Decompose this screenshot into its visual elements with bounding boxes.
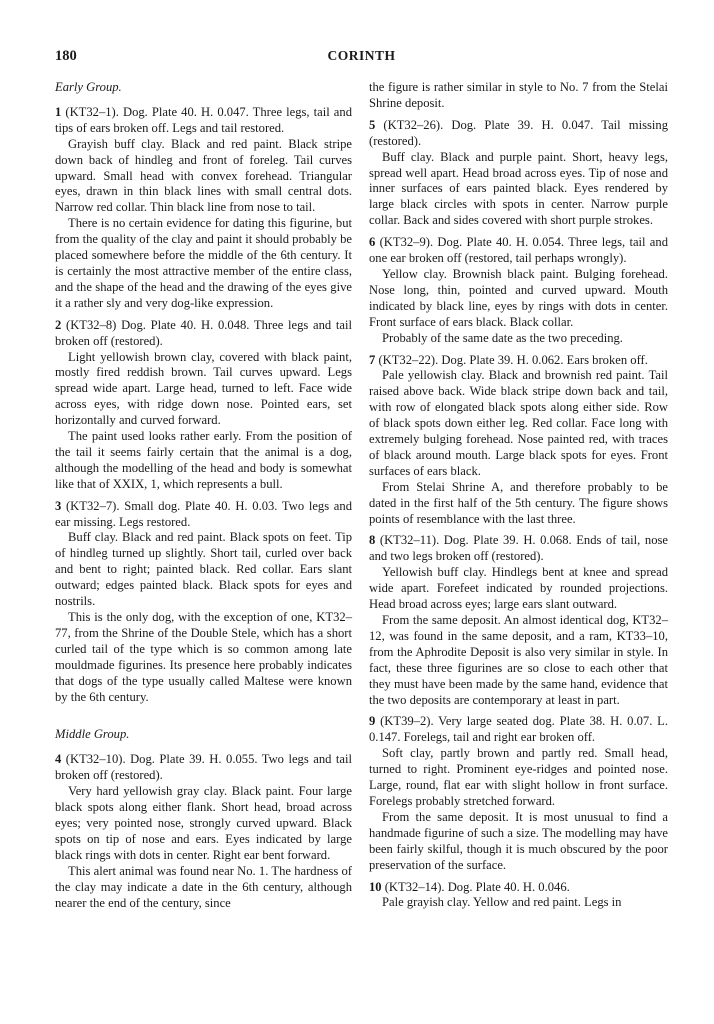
page-header: [55, 48, 668, 68]
entry-heading-text: (KT32–11). Dog. Plate 39. H. 0.068. Ends of tail, nose and two legs broken off (restored).: [369, 533, 668, 564]
entry-number: 4: [55, 752, 62, 767]
entry-8-description: Yellowish buff clay. Hindlegs bent at knee and spread wide apart. Forefeet indicated by rounded projections. Head broad across eyes; large ears slant outward.: [369, 565, 668, 612]
entry-1-heading: [55, 105, 352, 137]
entry-2-commentary: The paint used looks rather early. From the position of the tail it seems fairly certain that the animal is a dog, although the modelling of the head and body is somewhat like that of XXIX, 1, which represents a bull.: [55, 429, 352, 491]
left-column: [55, 80, 352, 911]
entry-10-description: Pale grayish clay. Yellow and red paint. Legs in: [382, 895, 622, 910]
entry-7-description: Pale yellowish clay. Black and brownish red paint. Tail raised above back. Wide black stripe down back and tail, with row of elongated black spots along either side. Row of black spots down either leg. Red collar. Face long with extremely bulging forehead. Nose painted red, with traces of black around mouth. Large black spots for eyes. Front surfaces of ears black.: [369, 368, 668, 478]
entry-heading-text: (KT32–7). Small dog. Plate 40. H. 0.03. Two legs and ear missing. Legs restored.: [55, 498, 352, 529]
entry-number: 2: [55, 317, 62, 332]
entry-heading-text: (KT32–26). Dog. Plate 39. H. 0.047. Tail missing (restored).: [369, 117, 668, 148]
entry-heading-text: (KT32–14). Dog. Plate 40. H. 0.046.: [381, 879, 570, 894]
page-number: 180: [55, 48, 77, 64]
entry-6-commentary: Probably of the same date as the two preceding.: [382, 330, 623, 345]
entry-heading-text: (KT32–8) Dog. Plate 40. H. 0.048. Three legs and tail broken off (restored).: [55, 317, 352, 348]
entry-heading-text: (KT39–2). Very large seated dog. Plate 38. H. 0.07. L. 0.147. Forelegs, tail and right ear broken off.: [369, 714, 668, 745]
entry-2-description: Light yellowish brown clay, covered with black paint, mostly fired reddish brown. Tail curves upward. Legs spread wide apart. Large head, turned to left. Face wide across eyes, with ridge down nose. Pointed ears, set horizontally and curved forward.: [55, 349, 352, 428]
entry-number: 7: [369, 352, 376, 367]
entry-5-description: Buff clay. Black and purple paint. Short, heavy legs, spread well apart. Head broad across eyes. Tip of nose and inner surfaces of ears painted black. Eyes rendered by large black circles with spots in center. Narrow purple collar. Back and sides covered with short purple strokes.: [369, 149, 668, 228]
entry-2-heading: [55, 318, 352, 350]
continued-text: the figure is rather similar in style to No. 7 from the Stelai Shrine deposit.: [369, 80, 668, 110]
section-heading-early-group: Early Group.: [55, 80, 122, 94]
entry-1-description: Grayish buff clay. Black and red paint. Black stripe down back of hindleg and front of foreleg. Tail curves upward. Small head with convex forehead. Triangular eyes, drawn in thin black lines with small central dots. Narrow red collar. Thin black line from nose to tail.: [55, 136, 352, 215]
entry-8-heading: [369, 533, 668, 565]
right-column: [369, 80, 668, 911]
entry-4-commentary: This alert animal was found near No. 1. The hardness of the clay may indicate a date in the 6th century, although nearer the end of the century, since: [55, 863, 352, 910]
entry-10-heading: [369, 880, 668, 896]
section-heading-middle-group: Middle Group.: [55, 727, 130, 742]
entry-number: 1: [55, 104, 62, 119]
entry-heading-text: (KT32–10). Dog. Plate 39. H. 0.055. Two legs and tail broken off (restored).: [55, 752, 352, 783]
entry-5-heading: [369, 118, 668, 150]
entry-3-description: Buff clay. Black and red paint. Black spots on feet. Tip of hindleg turned up slightly. Short tail, curled over back and bent to right; painted black. Red collar. Ears slant outward; edges painted black. Black spots for eyes and nostrils.: [55, 530, 352, 609]
entry-heading-text: (KT32–22). Dog. Plate 39. H. 0.062. Ears broken off.: [375, 352, 648, 367]
entry-number: 8: [369, 533, 376, 548]
entry-8-commentary: From the same deposit. An almost identical dog, KT32–12, was found in the same deposit, and a ram, KT33–10, from the Aphrodite Deposit is also very similar in style. In fact, these three figurines are so close to each other that they must have been made by the same hand, evidence that the two deposits are contemporary at least in part.: [369, 613, 668, 707]
entry-heading-text: (KT32–1). Dog. Plate 40. H. 0.047. Three legs, tail and tips of ears broken off. Legs and tail restored.: [55, 104, 352, 135]
entry-number: 10: [369, 879, 382, 894]
entry-9-description: Soft clay, partly brown and partly red. Small head, turned to right. Prominent eye-ridges and pointed nose. Large, round, flat ear with slight hollow in front surface. Forelegs probably stretched forward.: [369, 746, 668, 808]
entry-3-heading: [55, 499, 352, 531]
entry-9-heading: [369, 714, 668, 746]
entry-9-commentary: From the same deposit. It is most unusual to find a handmade figurine of such a size. The modelling may have been fairly skilful, though it is much obscured by the poor preservation of the surface.: [369, 809, 668, 872]
entry-7-commentary: From Stelai Shrine A, and therefore probably to be dated in the first half of the 5th century. The figure shows points of resemblance with the last three.: [369, 479, 668, 526]
entry-number: 6: [369, 235, 376, 250]
entry-6-description: Yellow clay. Brownish black paint. Bulging forehead. Nose long, thin, pointed and curved upward. Mouth indicated by black line, eyes by rings with dots in center. Front surface of ears black. Black collar.: [369, 266, 668, 329]
entry-number: 5: [369, 117, 376, 132]
entry-7-heading: [369, 353, 668, 369]
entry-1-commentary: There is no certain evidence for dating this figurine, but from the quality of the clay and paint it should probably be placed somewhere before the middle of the 6th century. It is certainly the most attractive member of the entire class, and the shape of the head and the drawing of the eyes give it a rather sly and very dog-like expression.: [55, 216, 352, 310]
entry-4-description: Very hard yellowish gray clay. Black paint. Four large black spots along either flank. Short head, broad across eyes; very pointed nose, strongly curved upward. Black spots on tip of nose and ears. Eyes indicated by large black rings with dots in center. Right ear bent forward.: [55, 784, 352, 862]
entry-heading-text: (KT32–9). Dog. Plate 40. H. 0.054. Three legs, tail and one ear broken off (restored, tail perhaps wrongly).: [369, 235, 668, 266]
entry-number: 9: [369, 714, 376, 729]
entry-3-commentary: This is the only dog, with the exception of one, KT32–77, from the Shrine of the Double Stele, which has a short curled tail of the type which is so common among late mouldmade figurines. Its presence here probably indicates that dogs of the type usually called Maltese were known by the 6th century.: [55, 610, 352, 704]
entry-4-heading: [55, 752, 352, 784]
running-title: CORINTH: [327, 48, 396, 63]
entry-6-heading: [369, 235, 668, 267]
entry-number: 3: [55, 498, 62, 513]
